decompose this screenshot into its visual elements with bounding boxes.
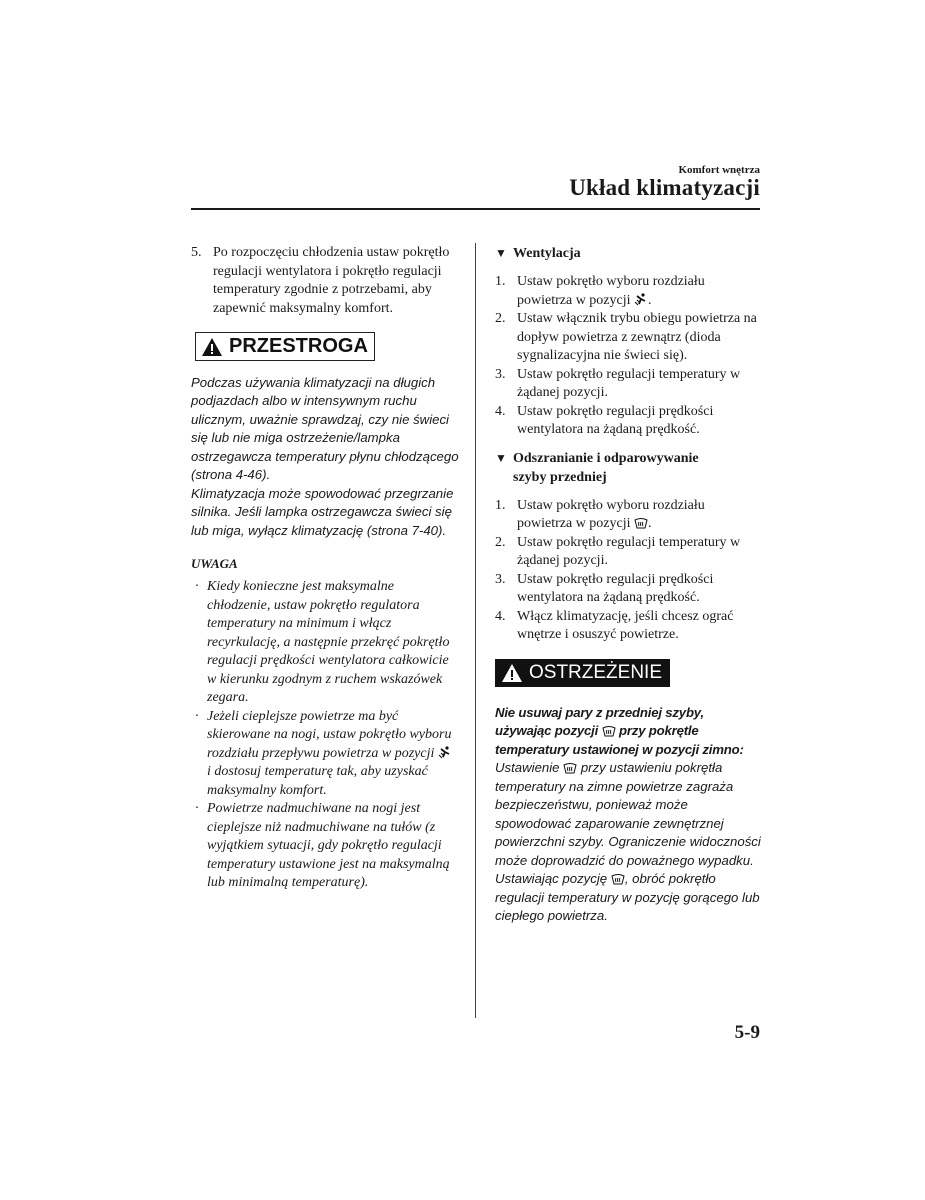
warning-label-wrap — [495, 659, 763, 688]
defrost-step-1: 1. Ustaw pokrętło wyboru rozdziału powietrza w pozycji . — [495, 497, 705, 531]
section-header: Komfort wnętrza — [678, 164, 760, 176]
vent-step-3: 3. Ustaw pokrętło regulacji temperatury w żądanej pozycji. — [495, 366, 741, 400]
warning-triangle-icon — [501, 663, 523, 683]
ventilation-heading: ▼ Wentylacja — [495, 246, 581, 261]
header-rule — [191, 208, 760, 210]
vent-step-2: 2. Ustaw włącznik trybu obiegu powietrza na dopływ powietrza z zewnątrz (dioda sygnalizacyjna nie świeci się). — [495, 311, 757, 363]
defrost-step-4: 4. Włącz klimatyzację, jeśli chcesz ograć wnętrze i osuszyć powietrze. — [495, 608, 734, 642]
right-column — [495, 244, 763, 926]
windshield-defrost-icon — [563, 762, 577, 774]
caution-label-box — [195, 332, 375, 361]
defrost-heading: ▼ Odszranianie i odparowywanie szyby przedniej — [495, 450, 699, 485]
ventilation-steps — [495, 273, 763, 440]
floor-vent-icon — [438, 746, 452, 759]
windshield-defrost-icon — [602, 725, 616, 737]
step-5: 5. Po rozpoczęciu chłodzenia ustaw pokrętło regulacji wentylatora i pokrętło regulacji temperatury zgodnie z potrzebami, aby zapewnić maksymalny komfort. — [191, 245, 450, 316]
warning-text: Ustawienie przy ustawieniu pokrętła temperatury na zimne powietrze zagraża bezpieczeństwu, ponieważ może spowodować zaparowanie zewnętrznej powierzchni szyby. Ograniczenie widoczności może doprowadzić do poważnego wypadku. Ustawiając pozycję , obróć pokrętło regulacji temperatury w pozycję gorącego lub ciepłego powietrza. — [495, 760, 761, 923]
note-heading: UWAGA — [191, 556, 238, 571]
windshield-defrost-icon — [634, 517, 648, 529]
defrost-step-2: 2. Ustaw pokrętło regulacji temperatury w żądanej pozycji. — [495, 534, 741, 568]
note-bullet-3: · Powietrze nadmuchiwane na nogi jest cieplejsze niż nadmuchiwane na tułów (z wyjątkiem sytuacji, gdy pokrętło regulacji temperatury ustawione jest na maksymalną lub minimalną temperaturę). — [195, 801, 450, 890]
page-title: Układ klimatyzacji — [569, 175, 760, 200]
vent-step-4: 4. Ustaw pokrętło regulacji prędkości wentylatora na żądaną prędkość. — [495, 403, 714, 437]
left-column — [191, 244, 459, 893]
vent-step-1: 1. Ustaw pokrętło wyboru rozdziału powietrza w pozycji . — [495, 274, 705, 308]
caution-text: Podczas używania klimatyzacji na długich podjazdach albo w intensywnym ruchu ulicznym, uważnie sprawdzaj, czy nie świeci się lub nie miga ostrzeżenie/lampka ostrzegawcza temperatury płynu chłodzącego (strona 4-46). Klimatyzacja może spowodować przegrzanie silnika. Jeśli lampka ostrzegawcza świeci się lub miga, wyłącz klimatyzację (strona 7-40). — [191, 374, 459, 538]
page-number: 5-9 — [734, 1022, 760, 1043]
caution-label: PRZESTROGA — [229, 335, 368, 357]
warning-triangle-icon — [201, 337, 223, 357]
floor-vent-icon — [634, 293, 648, 306]
defrost-step-3: 3. Ustaw pokrętło regulacji prędkości wentylatora na żądaną prędkość. — [495, 571, 714, 605]
warning-bold-text: Nie usuwaj pary z przedniej szyby, używając pozycji przy pokrętle temperatury ustawionej w pozycji zimno: — [495, 704, 744, 757]
note-bullet-2: · Jeżeli cieplejsze powietrze ma być skierowane na nogi, ustaw pokrętło wyboru rozdziału przepływu powietrza w pozycji i dostosuj temperaturę tak, aby uzyskać maksymalny komfort. — [195, 708, 452, 798]
column-divider — [475, 243, 476, 1018]
defrost-steps — [495, 497, 763, 645]
warning-label: OSTRZEŻENIE — [529, 661, 663, 683]
warning-label-box — [495, 659, 670, 687]
note-bullet-1: · Kiedy konieczne jest maksymalne chłodzenie, ustaw pokrętło regulatora temperatury na minimum i włącz recyrkulację, a następnie przekręć pokrętło regulacji prędkości wentylatora całkowicie w kierunku zgodnym z ruchem wskazówek zegara. — [195, 579, 450, 705]
windshield-defrost-icon — [611, 873, 625, 885]
